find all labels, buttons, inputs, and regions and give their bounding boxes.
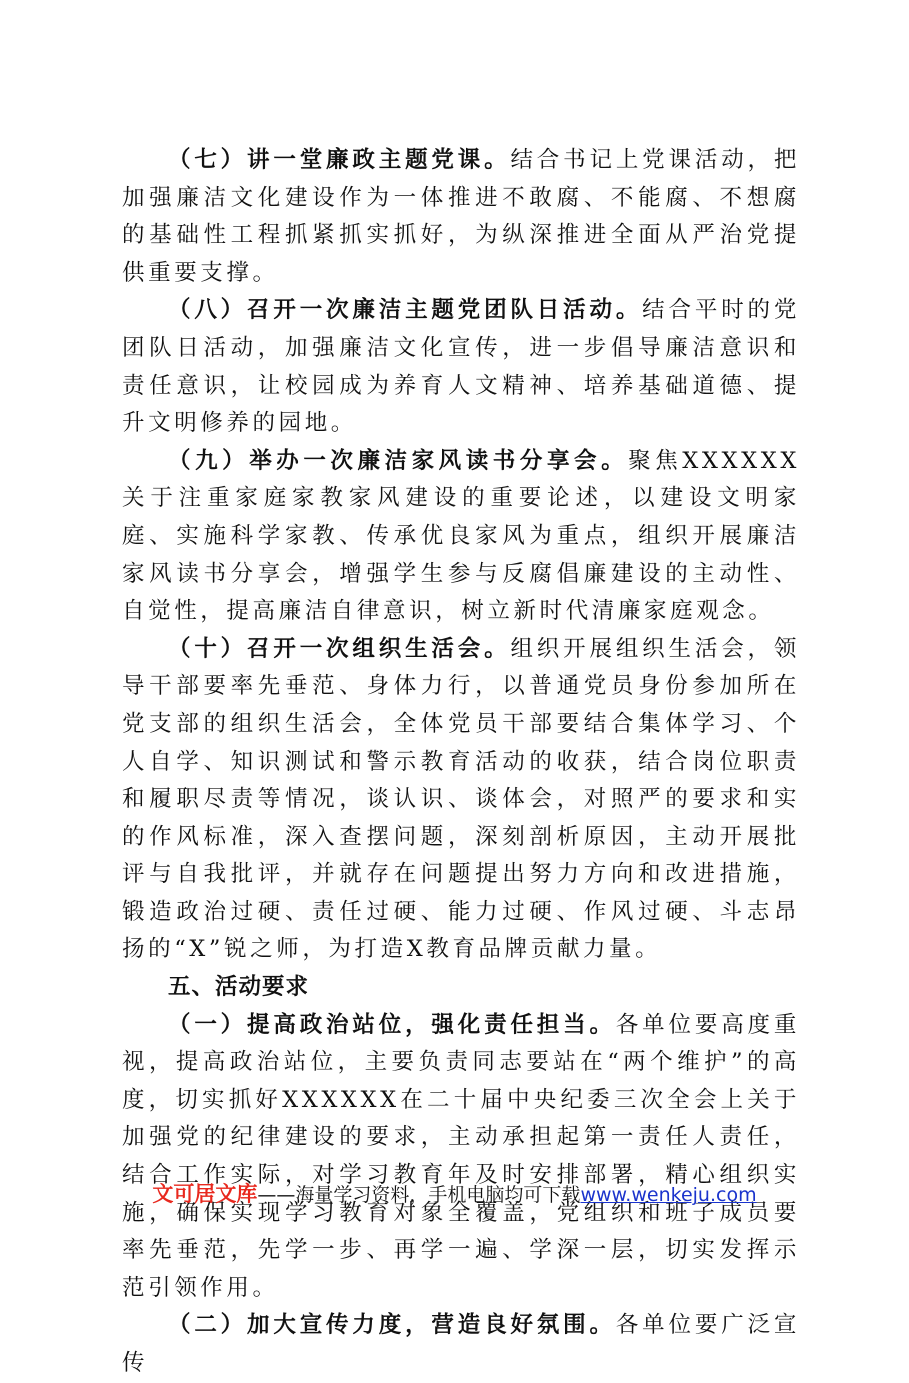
paragraph-item-8: [122, 292, 800, 442]
paragraph-body: 结合书记上党课活动，把加强廉洁文化建设作为一体推进不敢腐、不能腐、不想腐的基础性工程抓紧抓实抓好，为纵深推进全面从严治党提供重要支撑。: [122, 147, 800, 286]
paragraph-item-9: [122, 443, 800, 631]
paragraph-body: 聚焦XXXXXX关于注重家庭家教家风建设的重要论述，以建设文明家庭、实施科学家教、传承优良家风为重点，组织开展廉洁家风读书分享会，增强学生参与反腐倡廉建设的主动性、自觉性，提高廉洁自律意识，树立新时代清廉家庭观念。: [122, 447, 800, 625]
paragraph-lead: （七）讲一堂廉政主题党课。: [168, 147, 511, 173]
requirement-body: 各单位要广泛宣传: [122, 1312, 801, 1376]
requirement-item-2: [122, 1307, 800, 1382]
paragraph-body: 结合平时的党团队日活动，加强廉洁文化宣传，进一步倡导廉洁意识和责任意识，让校园成为养育人文精神、培养基础道德、提升文明修养的园地。: [122, 297, 800, 437]
footer-banner: [0, 1180, 909, 1209]
paragraph-body: 组织开展组织生活会，领导干部要率先垂范、身体力行，以普通党员身份参加所在党支部的组织生活会，全体党员干部要结合集体学习、个人自学、知识测试和警示教育活动的收获，结合岗位职责和履职尽责等情况，谈认识、谈体会，对照严的要求和实的作风标准，深入查摆问题，深刻剖析原因，主动开展批评与自我批评，并就存在问题提出努力方向和改进措施，锻造政治过硬、责任过硬、能力过硬、作风过硬、斗志昂扬的“X”锐之师，为打造X教育品牌贡献力量。: [122, 635, 800, 963]
footer-url-link[interactable]: www.wenkeju.com: [580, 1184, 757, 1206]
paragraph-item-7: [122, 142, 800, 292]
requirement-item-1: [122, 1007, 800, 1308]
paragraph-lead: （十）召开一次组织生活会。: [168, 635, 511, 662]
paragraph-lead: （九）举办一次廉洁家风读书分享会。: [168, 447, 629, 474]
footer-brand: 文可居文库: [152, 1182, 258, 1206]
section-heading: 五、活动要求: [168, 974, 310, 1001]
footer-tagline: ——海量学习资料，手机电脑均可下载: [257, 1184, 581, 1206]
paragraph-item-10: [122, 631, 800, 969]
paragraph-lead: （八）召开一次廉洁主题党团队日活动。: [168, 297, 643, 324]
requirement-lead: （二）加大宣传力度，营造良好氛围。: [168, 1312, 616, 1339]
requirement-lead: （一）提高政治站位，强化责任担当。: [168, 1011, 616, 1038]
requirement-body: 各单位要高度重视，提高政治站位，主要负责同志要站在“两个维护”的高度，切实抓好XXXXXX在二十届中央纪委三次全会上关于加强党的纪律建设的要求，主动承担起第一责任人责任，结合工作实际，对学习教育年及时安排部署，精心组织实施，确保实现学习教育对象全覆盖，党组织和班子成员要率先垂范，先学一步、再学一遍、学深一层，切实发挥示范引领作用。: [122, 1011, 801, 1301]
